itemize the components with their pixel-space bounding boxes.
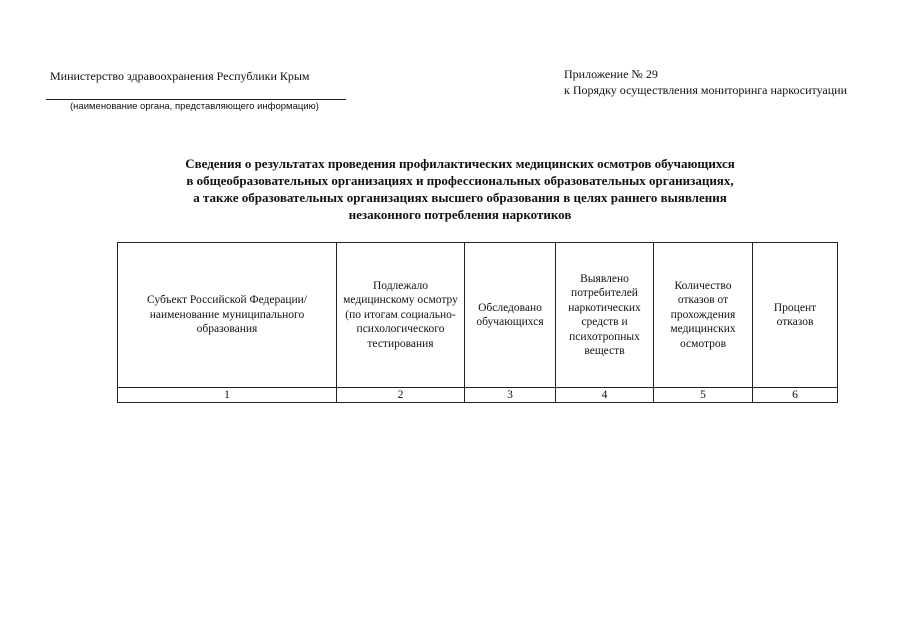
organization-underline xyxy=(46,99,346,100)
appendix-block xyxy=(564,66,847,98)
column-number-row xyxy=(118,388,838,403)
header-refusals-percent: Процент отказов xyxy=(753,243,838,388)
report-table xyxy=(117,242,838,403)
title-line: незаконного потребления наркотиков xyxy=(348,207,572,222)
appendix-reference: к Порядку осуществления мониторинга наркоситуации xyxy=(564,83,848,97)
column-number: 2 xyxy=(337,388,465,403)
header-identified-users: Выявлено потребителей наркотических средств и психотропных веществ xyxy=(556,243,654,388)
column-number: 3 xyxy=(465,388,556,403)
document-title xyxy=(110,155,810,223)
column-number: 4 xyxy=(556,388,654,403)
organization-name: Министерство здравоохранения Республики Крым xyxy=(50,69,310,83)
header-examined: Обследовано обучающихся xyxy=(465,243,556,388)
header-refusals-count: Количество отказов от прохождения медицинских осмотров xyxy=(654,243,753,388)
title-line: Сведения о результатах проведения профилактических медицинских осмотров обучающихся xyxy=(185,156,735,171)
column-number: 6 xyxy=(753,388,838,403)
header-subject-to-exam: Подлежало медицинскому осмотру (по итогам социально-психологического тестирования xyxy=(337,243,465,388)
column-number: 5 xyxy=(654,388,753,403)
organization-caption: (наименование органа, представляющего информацию) xyxy=(70,101,319,112)
header-subject: Субъект Российской Федерации/ наименование муниципального образования xyxy=(118,243,337,388)
title-line: а также образовательных организациях высшего образования в целях раннего выявления xyxy=(193,190,727,205)
appendix-number: Приложение № 29 xyxy=(564,67,658,81)
column-number: 1 xyxy=(118,388,337,403)
table-header-row xyxy=(118,243,838,388)
title-line: в общеобразовательных организациях и профессиональных образовательных организациях, xyxy=(186,173,734,188)
